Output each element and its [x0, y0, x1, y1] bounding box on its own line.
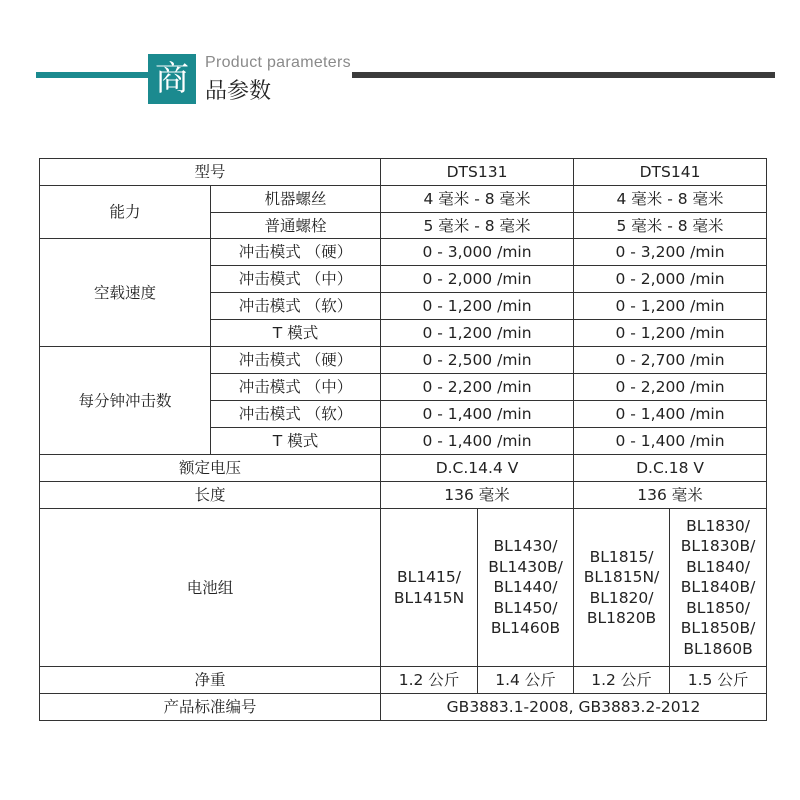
- row-name: 冲击模式 （硬）: [211, 347, 381, 374]
- battery-group-4: [670, 509, 767, 667]
- battery-model: BL1450/: [493, 598, 558, 617]
- model-label: 型号: [40, 159, 381, 186]
- battery-model: BL1860B: [683, 639, 753, 658]
- row-battery: [40, 509, 767, 667]
- shang-character-logo-icon: [148, 54, 196, 104]
- value-dts141: 0 - 1,200 /min: [574, 293, 767, 320]
- rated-voltage-label: 额定电压: [40, 455, 381, 482]
- value-dts131: 0 - 2,000 /min: [381, 266, 574, 293]
- battery-model: BL1830B/: [680, 537, 756, 556]
- battery-model: BL1460B: [490, 619, 561, 638]
- row-name: 冲击模式 （软）: [211, 401, 381, 428]
- spec-table: [39, 158, 767, 721]
- section-logo: [148, 54, 196, 104]
- row-name: 冲击模式 （中）: [211, 266, 381, 293]
- battery-model: BL1430B/: [488, 557, 563, 576]
- header-accent-bar: [36, 72, 148, 78]
- battery-model: BL1815/: [589, 547, 654, 566]
- model-dts131: DTS131: [381, 159, 574, 186]
- table-row: [40, 239, 767, 266]
- value-dts141: 5 毫米 - 8 毫米: [574, 213, 767, 239]
- battery-model: BL1815N/: [583, 568, 660, 586]
- standard-value: GB3883.1-2008, GB3883.2-2012: [381, 694, 767, 721]
- standard-label: 产品标准编号: [40, 694, 381, 721]
- battery-model: BL1850/: [686, 598, 750, 617]
- value-dts131: 0 - 1,400 /min: [381, 428, 574, 455]
- section-title-en: Product parameters: [205, 54, 351, 71]
- row-name: 冲击模式 （中）: [211, 374, 381, 401]
- value-dts141: 0 - 2,200 /min: [574, 374, 767, 401]
- value-dts131: 4 毫米 - 8 毫米: [381, 186, 574, 213]
- value-dts131: 136 毫米: [381, 482, 574, 509]
- value-dts131: 5 毫米 - 8 毫米: [381, 213, 574, 239]
- row-name: 普通螺栓: [211, 213, 381, 239]
- value-dts131: D.C.14.4 V: [381, 455, 574, 482]
- value-dts141: 0 - 2,700 /min: [574, 347, 767, 374]
- battery-model: BL1830/: [686, 516, 750, 535]
- table-row: [40, 186, 767, 213]
- value-dts131: 0 - 3,000 /min: [381, 239, 574, 266]
- value-dts141: 0 - 1,400 /min: [574, 428, 767, 455]
- battery-model: BL1440/: [493, 578, 558, 597]
- section-title-cn: 品参数: [205, 79, 272, 104]
- row-name: 机器螺丝: [211, 186, 381, 213]
- length-label: 长度: [40, 482, 381, 509]
- battery-group-1: [381, 509, 478, 667]
- weight-value: 1.4 公斤: [478, 667, 574, 694]
- value-dts141: 0 - 1,200 /min: [574, 320, 767, 347]
- row-model: [40, 159, 767, 186]
- value-dts141: D.C.18 V: [574, 455, 767, 482]
- battery-model: BL1820/: [589, 588, 654, 607]
- battery-model: BL1840B/: [680, 578, 756, 597]
- row-rated-voltage: [40, 455, 767, 482]
- value-dts141: 4 毫米 - 8 毫米: [574, 186, 767, 213]
- value-dts131: 0 - 2,500 /min: [381, 347, 574, 374]
- battery-model: BL1850B/: [680, 619, 756, 638]
- battery-model: BL1430/: [493, 537, 558, 556]
- header-divider-bar: [352, 72, 775, 78]
- row-standard: [40, 694, 767, 721]
- battery-group-2: [478, 509, 574, 667]
- battery-model: BL1415/: [397, 568, 461, 586]
- impacts-per-minute-label: 每分钟冲击数: [40, 347, 211, 455]
- row-net-weight: [40, 667, 767, 694]
- battery-group-3: [574, 509, 670, 667]
- value-dts131: 0 - 2,200 /min: [381, 374, 574, 401]
- value-dts131: 0 - 1,200 /min: [381, 293, 574, 320]
- weight-value: 1.2 公斤: [574, 667, 670, 694]
- value-dts141: 0 - 1,400 /min: [574, 401, 767, 428]
- model-dts141: DTS141: [574, 159, 767, 186]
- value-dts141: 0 - 3,200 /min: [574, 239, 767, 266]
- value-dts141: 136 毫米: [574, 482, 767, 509]
- capacity-label: 能力: [40, 186, 211, 239]
- row-name: T 模式: [211, 320, 381, 347]
- weight-value: 1.2 公斤: [381, 667, 478, 694]
- battery-label: 电池组: [40, 509, 381, 667]
- battery-model: BL1415N: [393, 588, 465, 607]
- table-row: [40, 347, 767, 374]
- svg-text:商: 商: [155, 59, 189, 99]
- no-load-speed-label: 空载速度: [40, 239, 211, 347]
- value-dts131: 0 - 1,200 /min: [381, 320, 574, 347]
- battery-model: BL1820B: [586, 609, 657, 627]
- value-dts131: 0 - 1,400 /min: [381, 401, 574, 428]
- row-name: 冲击模式 （硬）: [211, 239, 381, 266]
- value-dts141: 0 - 2,000 /min: [574, 266, 767, 293]
- battery-model: BL1840/: [686, 557, 750, 576]
- net-weight-label: 净重: [40, 667, 381, 694]
- section-header: [0, 0, 800, 120]
- row-length: [40, 482, 767, 509]
- row-name: T 模式: [211, 428, 381, 455]
- weight-value: 1.5 公斤: [670, 667, 767, 694]
- row-name: 冲击模式 （软）: [211, 293, 381, 320]
